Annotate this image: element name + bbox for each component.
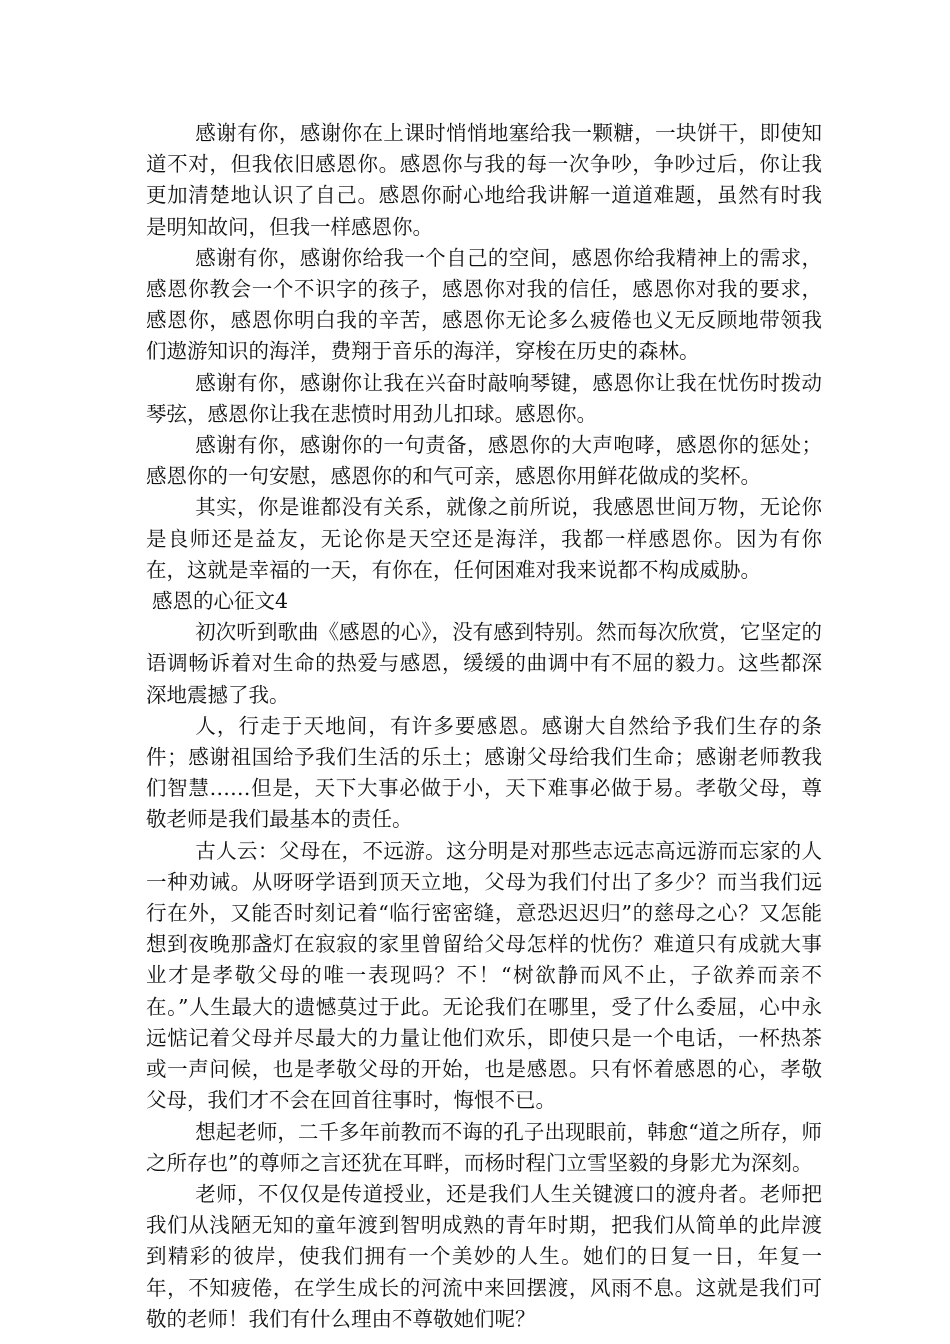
- paragraph-6: 初次听到歌曲《感恩的心》，没有感到特别。然而每次欣赏，它坚定的语调畅诉着对生命的热爱与感恩，缓缓的曲调中有不屈的毅力。这些都深深地震撼了我。: [146, 620, 822, 707]
- paragraph-9: 想起老师，二千多年前教而不诲的孔子出现眼前，韩愈“道之所存，师之所存也”的尊师之言还犹在耳畔，而杨时程门立雪坚毅的身影尤为深刻。: [146, 1119, 822, 1175]
- paragraph-2: 感谢有你，感谢你给我一个自己的空间，感恩你给我精神上的需求，感恩你教会一个不识字的孩子，感恩你对我的信任，感恩你对我的要求，感恩你，感恩你明白我的辛苦，感恩你无论多么疲倦也义无反顾地带领我们遨游知识的海洋，费翔于音乐的海洋，穿梭在历史的森林。: [146, 245, 822, 364]
- section-heading: 感恩的心征文4: [152, 589, 289, 614]
- paragraph-4: 感谢有你，感谢你的一句责备，感恩你的大声咆哮，感恩你的惩处；感恩你的一句安慰，感恩你的和气可亲，感恩你用鲜花做成的奖杯。: [146, 433, 822, 489]
- document-page: [146, 118, 822, 1335]
- paragraph-8: 古人云：父母在，不远游。这分明是对那些志远志高远游而忘家的人一种劝诫。从呀呀学语到顶天立地，父母为我们付出了多少？而当我们远行在外，又能否时刻记着“临行密密缝，意恐迟迟归”的慈母之心？又怎能想到夜晚那盏灯在寂寂的家里曾留给父母怎样的忧伤？难道只有成就大事业才是孝敬父母的唯一表现吗？不！“树欲静而风不止，子欲养而亲不在。”人生最大的遗憾莫过于此。无论我们在哪里，受了什么委屈，心中永远惦记着父母并尽最大的力量让他们欢乐，即使只是一个电话，一杯热茶或一声问候，也是孝敬父母的开始，也是感恩。只有怀着感恩的心，孝敬父母，我们才不会在回首往事时，悔恨不已。: [146, 838, 822, 1113]
- paragraph-3: 感谢有你，感谢你让我在兴奋时敲响琴键，感恩你让我在忧伤时拨动琴弦，感恩你让我在悲愤时用劲儿扣球。感恩你。: [146, 370, 822, 426]
- paragraph-1: 感谢有你，感谢你在上课时悄悄地塞给我一颗糖，一块饼干，即使知道不对，但我依旧感恩你。感恩你与我的每一次争吵，争吵过后，你让我更加清楚地认识了自己。感恩你耐心地给我讲解一道道难题，虽然有时我是明知故问，但我一样感恩你。: [146, 121, 822, 239]
- paragraph-10: 老师，不仅仅是传道授业，还是我们人生关键渡口的渡舟者。老师把我们从浅陋无知的童年渡到智明成熟的青年时期，把我们从简单的此岸渡到精彩的彼岸，使我们拥有一个美妙的人生。她们的日复一日，年复一年，不知疲倦，在学生成长的河流中来回摆渡，风雨不息。这就是我们可敬的老师！我们有什么理由不尊敬她们呢？: [146, 1181, 822, 1331]
- paragraph-7: 人，行走于天地间，有许多要感恩。感谢大自然给予我们生存的条件；感谢祖国给予我们生活的乐土；感谢父母给我们生命；感谢老师教我们智慧……但是，天下大事必做于小，天下难事必做于易。孝敬父母，尊敬老师是我们最基本的责任。: [146, 713, 822, 832]
- paragraph-5: 其实，你是谁都没有关系，就像之前所说，我感恩世间万物，无论你是良师还是益友，无论你是天空还是海洋，我都一样感恩你。因为有你在，这就是幸福的一天，有你在，任何困难对我来说都不构成威胁。: [146, 495, 822, 582]
